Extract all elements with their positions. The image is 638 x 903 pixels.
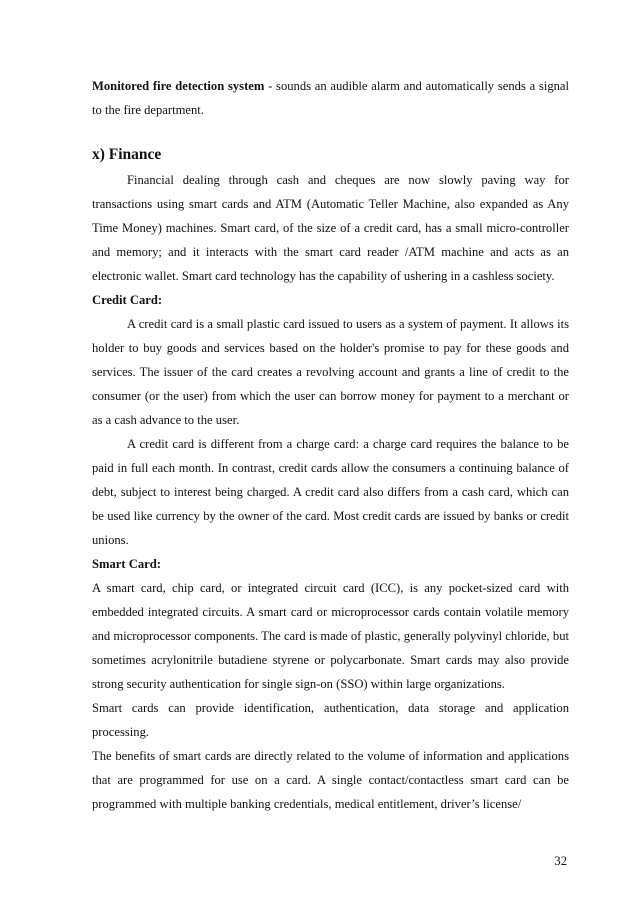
smart-card-paragraph-1: A smart card, chip card, or integrated circuit card (ICC), is any pocket-sized card with embedded integrated circuits. A smart card or microprocessor cards contain volatile memory and microprocessor components. The card is made of plastic, generally polyvinyl chloride, but sometimes acrylonitrile butadiene styrene or polycarbonate. Smart cards may also provide strong security authentication for single sign-on (SSO) within large organizations. — [92, 581, 569, 691]
section-heading-finance: x) Finance — [92, 146, 162, 163]
fire-detection-paragraph — [92, 74, 569, 122]
page-content — [92, 74, 569, 816]
fire-detection-text: - sounds an audible alarm and automatically sends a signal to the fire department. — [92, 79, 570, 117]
smart-card-paragraph-3: The benefits of smart cards are directly related to the volume of information and applications that are programmed for use on a card. A single contact/contactless smart card can be programmed with multiple banking credentials, medical entitlement, driver’s license/ — [92, 749, 569, 811]
credit-card-paragraph-1: A credit card is a small plastic card issued to users as a system of payment. It allows its holder to buy goods and services based on the holder's promise to pay for these goods and services. The issuer of the card creates a revolving account and grants a line of credit to the consumer (or the user) from which the user can borrow money for payment to a merchant or as a cash advance to the user. — [92, 317, 569, 427]
subheading-credit-card: Credit Card: — [92, 293, 163, 307]
smart-card-paragraph-2: Smart cards can provide identification, authentication, data storage and application processing. — [92, 701, 569, 739]
subheading-smart-card: Smart Card: — [92, 557, 161, 571]
credit-card-paragraph-2: A credit card is different from a charge card: a charge card requires the balance to be paid in full each month. In contrast, credit cards allow the consumers a continuing balance of debt, subject to interest being charged. A credit card also differs from a cash card, which can be used like currency by the owner of the card. Most credit cards are issued by banks or credit unions. — [92, 437, 569, 547]
page-number: 32 — [554, 854, 567, 868]
fire-detection-term: Monitored fire detection system — [92, 79, 265, 93]
finance-intro-paragraph: Financial dealing through cash and cheques are now slowly paving way for transactions using smart cards and ATM (Automatic Teller Machine, also expanded as Any Time Money) machines. Smart card, of the size of a credit card, has a small micro-controller and memory; and it interacts with the smart card reader /ATM machine and acts as an electronic wallet. Smart card technology has the capability of ushering in a cashless society. — [92, 173, 569, 283]
